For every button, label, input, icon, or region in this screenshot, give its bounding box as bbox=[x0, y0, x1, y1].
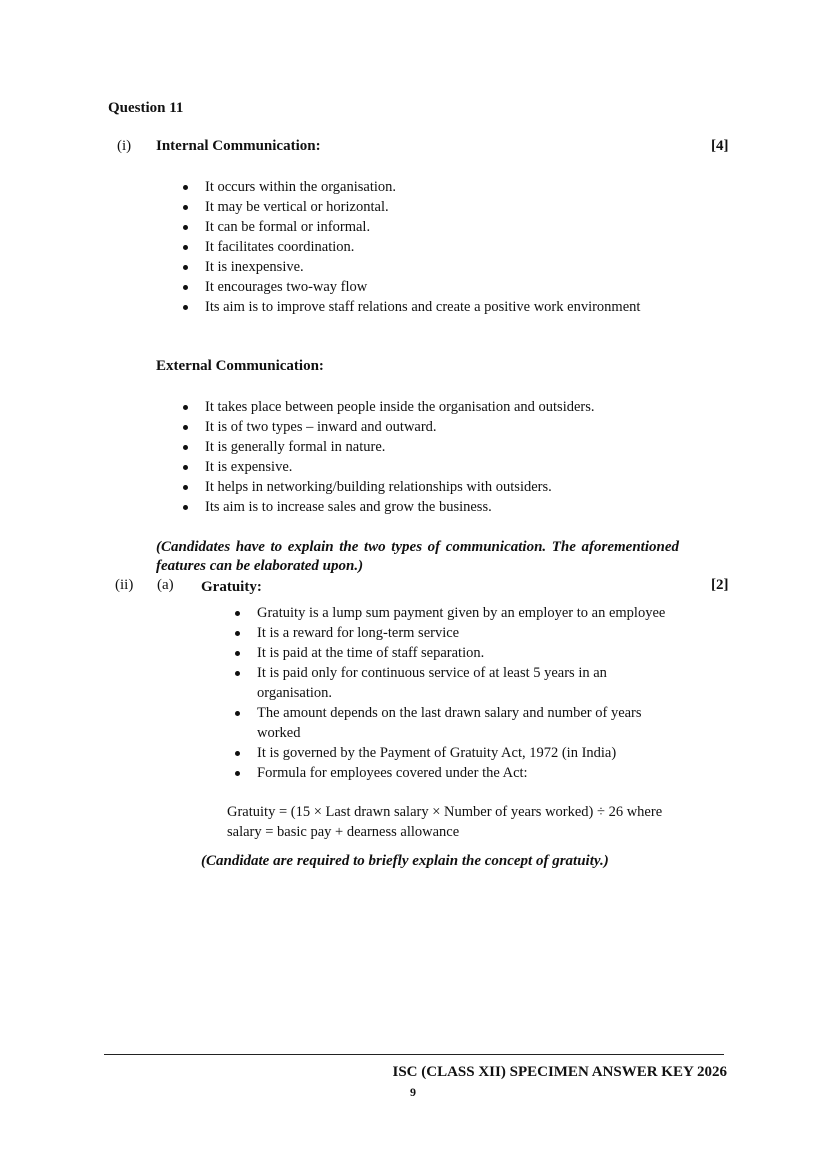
list-item: It helps in networking/building relationships with outsiders. bbox=[181, 477, 681, 497]
list-item: It is governed by the Payment of Gratuity Act, 1972 (in India) bbox=[233, 743, 673, 763]
list-item: It encourages two-way flow bbox=[181, 277, 681, 297]
part-i-number: (i) bbox=[117, 138, 132, 154]
part-i-note: (Candidates have to explain the two types of communication. The aforementioned features can be elaborated upon.) bbox=[156, 539, 679, 574]
gratuity-list bbox=[233, 603, 673, 783]
part-i-marks: [4] bbox=[711, 138, 729, 154]
gratuity-heading: Gratuity: bbox=[201, 579, 262, 595]
gratuity-formula: Gratuity = (15 × Last drawn salary × Number of years worked) ÷ 26 where salary = basic pay + dearness allowance bbox=[227, 804, 663, 840]
list-item: Formula for employees covered under the Act: bbox=[233, 763, 673, 783]
external-communication-heading: External Communication: bbox=[156, 358, 324, 374]
internal-communication-list bbox=[181, 177, 681, 317]
part-ii-note: (Candidate are required to briefly explain the concept of gratuity.) bbox=[201, 853, 609, 869]
footer-divider bbox=[104, 1054, 724, 1055]
list-item: It is inexpensive. bbox=[181, 257, 681, 277]
external-communication-list bbox=[181, 397, 681, 517]
list-item: It is of two types – inward and outward. bbox=[181, 417, 681, 437]
list-item: It is generally formal in nature. bbox=[181, 437, 681, 457]
footer-title: ISC (CLASS XII) SPECIMEN ANSWER KEY 2026 bbox=[392, 1064, 727, 1080]
question-title: Question 11 bbox=[108, 100, 184, 116]
list-item: The amount depends on the last drawn salary and number of years worked bbox=[233, 703, 673, 743]
list-item: It can be formal or informal. bbox=[181, 217, 681, 237]
list-item: It is paid at the time of staff separation. bbox=[233, 643, 673, 663]
list-item: Its aim is to increase sales and grow the business. bbox=[181, 497, 681, 517]
list-item: Its aim is to improve staff relations and create a positive work environment bbox=[181, 297, 681, 317]
internal-communication-heading: Internal Communication: bbox=[156, 138, 321, 154]
part-ii-number: (ii) bbox=[115, 577, 134, 593]
list-item: It may be vertical or horizontal. bbox=[181, 197, 681, 217]
list-item: It is expensive. bbox=[181, 457, 681, 477]
list-item: It is a reward for long-term service bbox=[233, 623, 673, 643]
part-ii-sub-number: (a) bbox=[157, 577, 174, 593]
list-item: It facilitates coordination. bbox=[181, 237, 681, 257]
list-item: It takes place between people inside the organisation and outsiders. bbox=[181, 397, 681, 417]
list-item: It occurs within the organisation. bbox=[181, 177, 681, 197]
list-item: Gratuity is a lump sum payment given by an employer to an employee bbox=[233, 603, 673, 623]
part-ii-marks: [2] bbox=[711, 577, 729, 593]
list-item: It is paid only for continuous service of at least 5 years in an organisation. bbox=[233, 663, 673, 703]
page-number: 9 bbox=[410, 1085, 416, 1099]
